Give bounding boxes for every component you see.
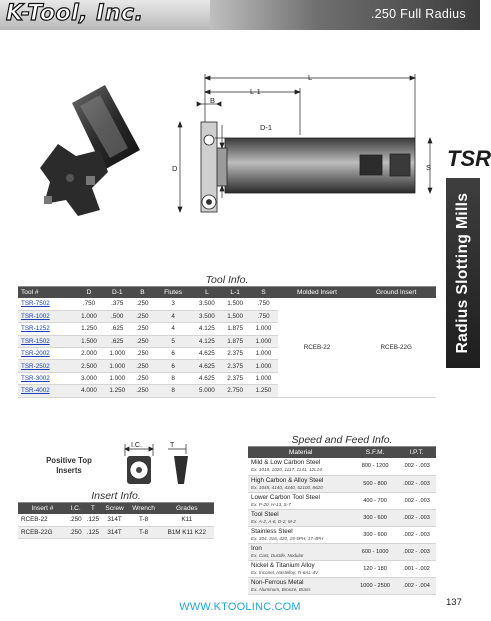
ipt-cell: .002 - .004 (397, 577, 436, 594)
tool-number-link[interactable]: TSR-2002 (18, 348, 75, 360)
sfm-cell: 300 - 600 (353, 509, 397, 526)
table-cell: 1.000 (103, 360, 131, 372)
table-cell: T-8 (128, 514, 160, 526)
ipt-cell: .002 - .003 (397, 543, 436, 560)
tool-number-link[interactable]: TSR-2502 (18, 360, 75, 372)
positive-top-inserts-label: Positive Top Inserts (46, 456, 92, 475)
table-cell: 4.625 (193, 348, 221, 360)
molded-insert-cell: RCEB-22 (278, 298, 357, 397)
col-ground-insert: Ground Insert (356, 287, 436, 298)
col-l: L (193, 287, 221, 298)
table-cell: 4.625 (193, 372, 221, 384)
table-cell: 1.000 (249, 360, 277, 372)
ground-insert-cell: RCEB-22G (356, 298, 436, 397)
table-cell: .750 (249, 310, 277, 322)
table-cell: .250 (131, 348, 153, 360)
table-cell: 5.000 (193, 385, 221, 397)
tool-number-link[interactable]: TSR-1252 (18, 323, 75, 335)
table-cell: RCEB-22 (18, 514, 67, 526)
table-cell: 3 (153, 298, 192, 310)
table-cell: 3.500 (193, 310, 221, 322)
table-cell: .750 (249, 298, 277, 310)
tool-line-drawing (201, 122, 415, 212)
table-cell: .250 (67, 526, 84, 538)
table-cell: .375 (103, 298, 131, 310)
table-cell: .250 (67, 514, 84, 526)
ipt-cell: .002 - .003 (397, 526, 436, 543)
material-cell: Iron Ex. Cast, Ductile, Nodular (248, 543, 353, 560)
tool-number-link[interactable]: TSR-4002 (18, 385, 75, 397)
table-cell: 2.375 (221, 372, 249, 384)
table-cell: 4.000 (75, 385, 103, 397)
header-bar (210, 0, 480, 30)
table-cell: 4.125 (193, 335, 221, 347)
table-cell: 4 (153, 310, 192, 322)
table-cell: 1.000 (249, 335, 277, 347)
table-cell: 2.750 (221, 385, 249, 397)
insert-info-table (18, 503, 214, 539)
ipt-cell: .002 - .003 (397, 458, 436, 475)
table-cell: .250 (131, 323, 153, 335)
dim-D1: D-1 (260, 123, 273, 132)
insert-graphic (18, 440, 218, 490)
table-row (18, 514, 214, 526)
tool-info-header-row (18, 287, 436, 298)
table-cell: 1.250 (249, 385, 277, 397)
table-cell: .625 (103, 335, 131, 347)
speed-feed-header-row (248, 447, 436, 458)
sfm-cell: 500 - 800 (353, 475, 397, 492)
tool-drawing (0, 70, 445, 250)
table-cell: 2.500 (75, 360, 103, 372)
table-cell: .500 (103, 310, 131, 322)
series-label: TSR (447, 146, 491, 171)
col-t: T (84, 503, 101, 514)
sfm-cell: 120 - 180 (353, 560, 397, 577)
sfm-cell: 400 - 700 (353, 492, 397, 509)
speed-feed-table (248, 447, 436, 595)
table-cell: K11 (160, 514, 214, 526)
insert-side-view-icon (174, 456, 188, 484)
table-cell: .125 (84, 514, 101, 526)
col-flutes: Flutes (153, 287, 192, 298)
table-cell: 1.000 (103, 348, 131, 360)
table-cell: .250 (131, 310, 153, 322)
col-molded-insert: Molded Insert (278, 287, 357, 298)
table-cell: 6 (153, 348, 192, 360)
col-b: B (131, 287, 153, 298)
website-link[interactable]: WWW.KTOOLINC.COM (179, 601, 301, 613)
dim-D: D (172, 164, 178, 173)
table-cell: 3.500 (193, 298, 221, 310)
insert-info-title: Insert Info. (18, 490, 214, 503)
logo-band (0, 0, 210, 30)
insert-info-header-row (18, 503, 214, 514)
table-cell: .250 (131, 372, 153, 384)
col-wrench: Wrench (128, 503, 160, 514)
table-cell: 2.375 (221, 360, 249, 372)
table-cell: 4.125 (193, 323, 221, 335)
table-cell: 4 (153, 323, 192, 335)
table-row (18, 298, 436, 310)
dim-L1: L-1 (250, 87, 261, 96)
table-cell: 8 (153, 385, 192, 397)
table-row (248, 526, 436, 543)
dim-B: B (210, 96, 216, 105)
tool-photo (40, 85, 140, 216)
material-cell: Nickel & Titanium Alloy Ex. Inconel, Hastelloy, Ti-6AL-4V (248, 560, 353, 577)
table-cell: 1.875 (221, 335, 249, 347)
col-ipt: I.P.T. (397, 447, 436, 458)
tool-info-title: Tool Info. (18, 274, 436, 287)
table-cell: 1.000 (75, 310, 103, 322)
table-cell: 3.000 (75, 372, 103, 384)
table-cell: RCEB-22G (18, 526, 67, 538)
table-cell: .250 (131, 335, 153, 347)
ic-label: I.C. (131, 442, 142, 449)
table-cell: 1.875 (221, 323, 249, 335)
speed-feed-section (248, 434, 436, 595)
insert-info-section (18, 490, 214, 539)
table-row (248, 492, 436, 509)
material-cell: High Carbon & Alloy Steel Ex. 1045, 4140, 4340, 52100, 8620 (248, 475, 353, 492)
tool-info-table (18, 287, 436, 398)
material-cell: Tool Steel Ex. A-2, A-6, D-2, M-2 (248, 509, 353, 526)
sfm-cell: 1000 - 2500 (353, 577, 397, 594)
tool-number-link[interactable]: TSR-7502 (18, 298, 75, 310)
table-cell: 2.375 (221, 348, 249, 360)
material-cell: Non-Ferrous Metal Ex. Aluminum, Bronze, Brass (248, 577, 353, 594)
ipt-cell: .002 - .003 (397, 475, 436, 492)
sfm-cell: 800 - 1200 (353, 458, 397, 475)
sfm-cell: 600 - 1000 (353, 543, 397, 560)
table-cell: 1.000 (103, 372, 131, 384)
tool-info-section (18, 274, 436, 398)
table-cell: 1.000 (249, 323, 277, 335)
col-material: Material (248, 447, 353, 458)
t-label: T (170, 442, 175, 449)
category-label: Radius Slotting Mills (454, 192, 471, 354)
col-screw: Screw (102, 503, 128, 514)
col-l1: L-1 (221, 287, 249, 298)
table-cell: B1M K11 K22 (160, 526, 214, 538)
ipt-cell: .001 - .002 (397, 560, 436, 577)
page-title: .250 Full Radius (370, 7, 466, 21)
material-cell: Lower Carbon Tool Steel Ex. P-20, H-13, S-7 (248, 492, 353, 509)
table-row (248, 577, 436, 594)
dim-L: L (308, 73, 313, 82)
col-tool-number: Tool # (18, 287, 75, 298)
material-cell: Mild & Low Carbon Steel Ex. 1018, 1020, 1117, 1141, 12L14 (248, 458, 353, 475)
table-row (248, 509, 436, 526)
tool-number-link[interactable]: TSR-1502 (18, 335, 75, 347)
table-cell: 8 (153, 372, 192, 384)
col-insert-number: Insert # (18, 503, 67, 514)
table-cell: 314T (102, 514, 128, 526)
table-row (248, 543, 436, 560)
table-cell: 1.500 (221, 298, 249, 310)
page-header (0, 0, 480, 30)
k-tool-logo: K-Tool, Inc. (6, 1, 144, 26)
page-number: 137 (446, 597, 462, 608)
col-d: D (75, 287, 103, 298)
table-row (248, 458, 436, 475)
table-cell: .250 (131, 360, 153, 372)
table-cell: 6 (153, 360, 192, 372)
table-cell: 314T (102, 526, 128, 538)
col-ic: I.C. (67, 503, 84, 514)
table-cell: 1.500 (75, 335, 103, 347)
material-cell: Stainless Steel Ex. 304, 316, 420, 15-5PH, 17-4PH (248, 526, 353, 543)
table-row (248, 475, 436, 492)
table-cell: 5 (153, 335, 192, 347)
col-s: S (249, 287, 277, 298)
tool-number-link[interactable]: TSR-3002 (18, 372, 75, 384)
table-cell: 4.625 (193, 360, 221, 372)
table-cell: 1.000 (249, 348, 277, 360)
ipt-cell: .002 - .003 (397, 509, 436, 526)
table-row (18, 526, 214, 538)
table-cell: 1.000 (249, 372, 277, 384)
table-cell: .250 (131, 385, 153, 397)
table-cell: 1.250 (75, 323, 103, 335)
dim-S: S (426, 163, 432, 172)
table-cell: .625 (103, 323, 131, 335)
tool-number-link[interactable]: TSR-1002 (18, 310, 75, 322)
table-cell: .125 (84, 526, 101, 538)
sfm-cell: 300 - 600 (353, 526, 397, 543)
table-cell: 2.000 (75, 348, 103, 360)
speed-feed-title: Speed and Feed Info. (248, 434, 436, 447)
table-row (248, 560, 436, 577)
table-cell: 1.250 (103, 385, 131, 397)
col-grades: Grades (160, 503, 214, 514)
table-cell: .750 (75, 298, 103, 310)
col-d1: D-1 (103, 287, 131, 298)
table-cell: .250 (131, 298, 153, 310)
ipt-cell: .002 - .003 (397, 492, 436, 509)
col-sfm: S.F.M. (353, 447, 397, 458)
table-cell: 1.500 (221, 310, 249, 322)
table-cell: T-8 (128, 526, 160, 538)
